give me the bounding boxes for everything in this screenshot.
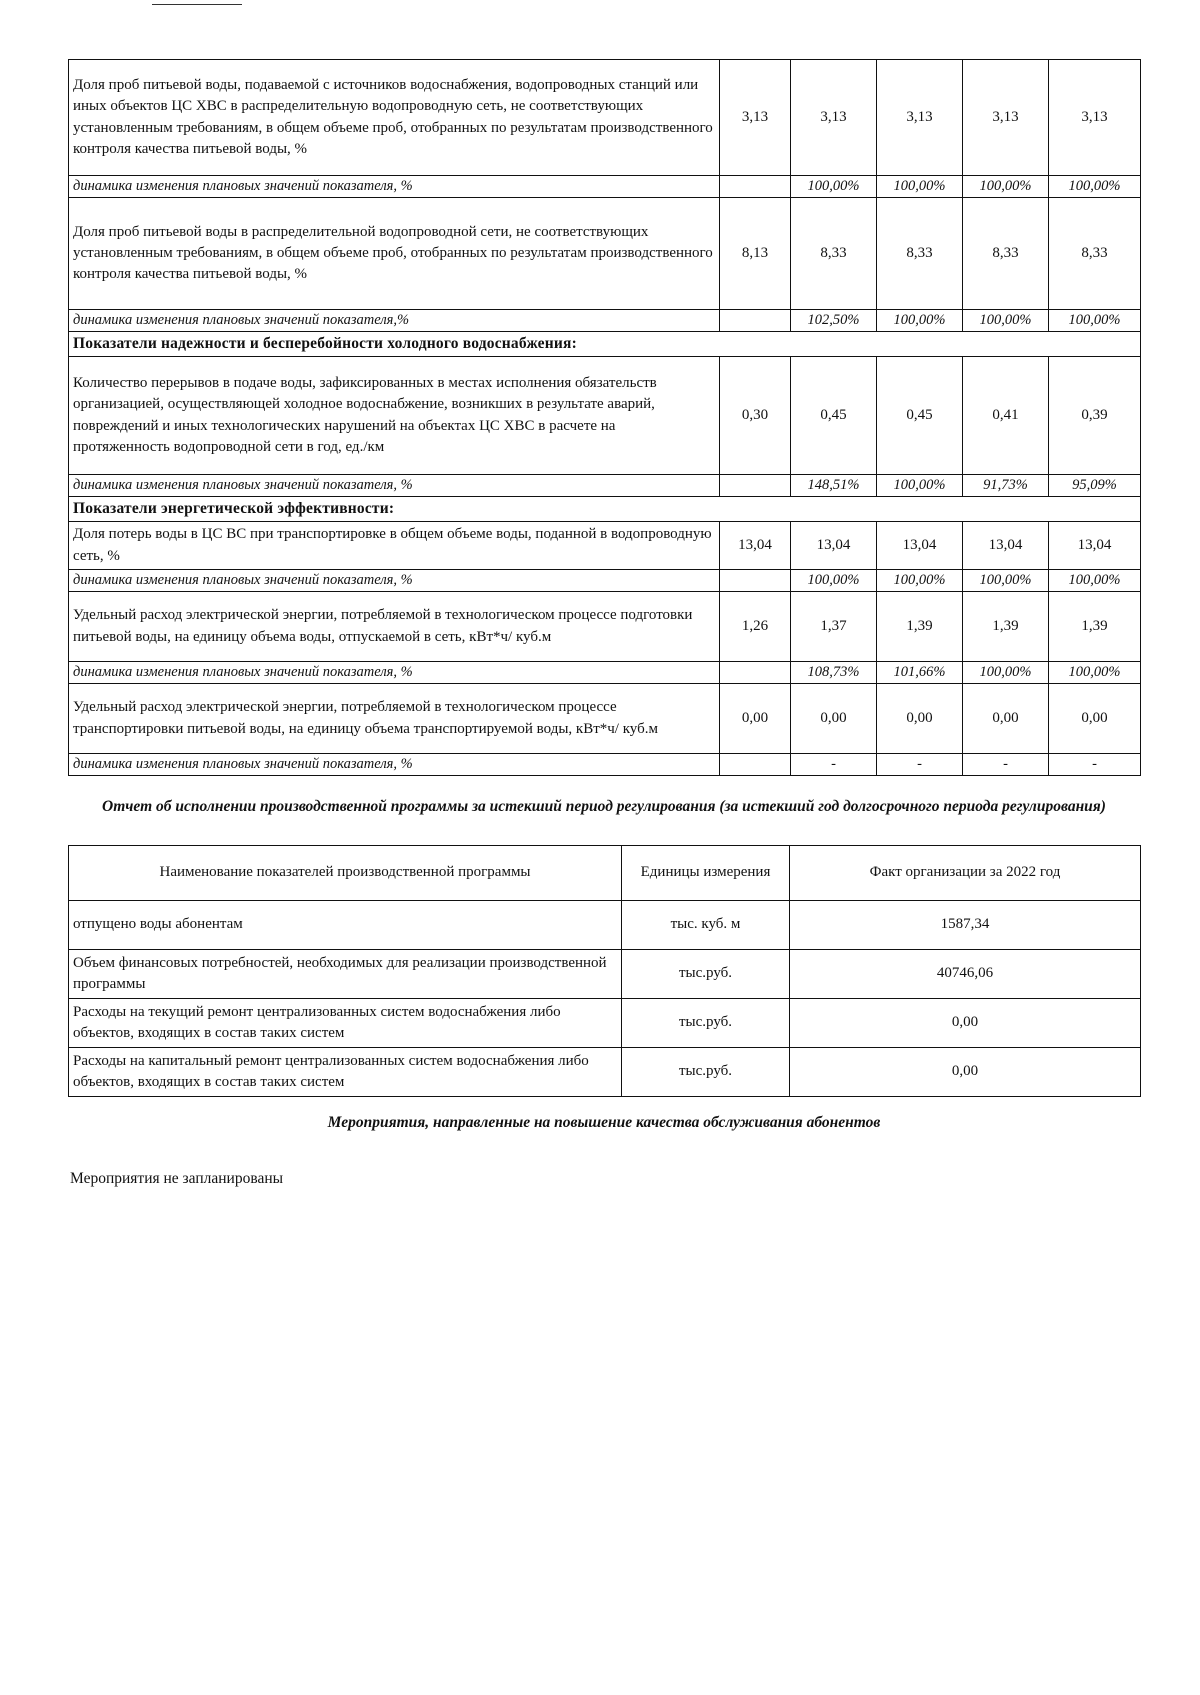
indicator-value: 0,00 (1049, 684, 1141, 754)
indicator-row (69, 357, 1141, 475)
dynamics-row (69, 310, 1141, 332)
report-row (69, 950, 1141, 999)
report-fact: 1587,34 (790, 901, 1141, 950)
indicator-value: 0,30 (720, 357, 791, 475)
indicator-value: 0,00 (963, 684, 1049, 754)
indicator-value: 0,00 (720, 684, 791, 754)
report-unit: тыс.руб. (622, 950, 790, 999)
dynamics-value (720, 662, 791, 684)
dynamics-value (720, 475, 791, 497)
indicator-value: 0,39 (1049, 357, 1141, 475)
indicator-label: Удельный расход электрической энергии, потребляемой в технологическом процессе транспортировки питьевой воды, на единицу объема транспортируемой воды, кВт*ч/ куб.м (69, 684, 720, 754)
dynamics-value: 95,09% (1049, 475, 1141, 497)
report-caption: Отчет об исполнении производственной программы за истекший период регулирования (за истекший год долгосрочного периода регулирования) (102, 798, 1106, 815)
indicator-value: 0,00 (791, 684, 877, 754)
report-fact: 0,00 (790, 999, 1141, 1048)
report-row (69, 1048, 1141, 1097)
indicator-label: Количество перерывов в подаче воды, зафиксированных в местах исполнения обязательств организацией, осуществляющей холодное водоснабжение, возникших в результате аварий, повреждений и иных технологических нарушений на объектах ЦС ХВС в расчете на протяженность водопроводной сети в год, ед./км (69, 357, 720, 475)
indicator-row (69, 592, 1141, 662)
indicator-value: 8,13 (720, 198, 791, 310)
indicator-value: 13,04 (720, 522, 791, 570)
indicator-row (69, 684, 1141, 754)
dynamics-value: - (877, 754, 963, 776)
dynamics-row (69, 570, 1141, 592)
indicator-value: 13,04 (791, 522, 877, 570)
indicator-label: Доля проб питьевой воды в распределительной водопроводной сети, не соответствующих установленным требованиям, в общем объеме проб, отобранных по результатам производственного контроля качества питьевой воды, % (69, 198, 720, 310)
dynamics-value: 100,00% (877, 475, 963, 497)
dynamics-value: 101,66% (877, 662, 963, 684)
dynamics-value: 100,00% (963, 662, 1049, 684)
dynamics-row (69, 662, 1141, 684)
dynamics-value (720, 754, 791, 776)
indicator-value: 3,13 (720, 60, 791, 176)
report-header-row (69, 846, 1141, 901)
report-fact: 40746,06 (790, 950, 1141, 999)
dynamics-value: 148,51% (791, 475, 877, 497)
dynamics-value: - (963, 754, 1049, 776)
dynamics-value: 102,50% (791, 310, 877, 332)
dynamics-row (69, 475, 1141, 497)
dynamics-value: 108,73% (791, 662, 877, 684)
report-row (69, 901, 1141, 950)
indicator-value: 8,33 (963, 198, 1049, 310)
dynamics-value: 100,00% (1049, 176, 1141, 198)
indicator-label: Удельный расход электрической энергии, потребляемой в технологическом процессе подготовки питьевой воды, на единицу объема воды, отпускаемой в сеть, кВт*ч/ куб.м (69, 592, 720, 662)
dynamics-value: 100,00% (1049, 570, 1141, 592)
section-heading: Показатели энергетической эффективности: (69, 497, 1141, 522)
dynamics-value (720, 310, 791, 332)
report-row (69, 999, 1141, 1048)
report-name: Расходы на капитальный ремонт централизованных систем водоснабжения либо объектов, входящих в состав таких систем (69, 1048, 622, 1097)
indicator-value: 3,13 (963, 60, 1049, 176)
section-heading: Показатели надежности и бесперебойности холодного водоснабжения: (69, 332, 1141, 357)
dynamics-value: 100,00% (1049, 310, 1141, 332)
report-name: Расходы на текущий ремонт централизованных систем водоснабжения либо объектов, входящих в состав таких систем (69, 999, 622, 1048)
indicator-value: 0,41 (963, 357, 1049, 475)
report-unit: тыс. куб. м (622, 901, 790, 950)
indicator-value: 1,39 (1049, 592, 1141, 662)
dynamics-value: 100,00% (963, 310, 1049, 332)
dynamics-value: 100,00% (877, 570, 963, 592)
section-heading-row (69, 332, 1141, 357)
indicator-value: 3,13 (877, 60, 963, 176)
indicator-value: 0,45 (791, 357, 877, 475)
dynamics-value (720, 570, 791, 592)
report-name: отпущено воды абонентам (69, 901, 622, 950)
header-unit: Единицы измерения (622, 846, 790, 901)
dynamics-value (720, 176, 791, 198)
dynamics-value: 91,73% (963, 475, 1049, 497)
report-unit: тыс.руб. (622, 999, 790, 1048)
dynamics-label: динамика изменения плановых значений показателя, % (69, 754, 720, 776)
indicator-value: 1,39 (963, 592, 1049, 662)
indicator-value: 1,39 (877, 592, 963, 662)
indicator-row (69, 198, 1141, 310)
indicator-value: 8,33 (1049, 198, 1141, 310)
dynamics-value: 100,00% (877, 176, 963, 198)
report-table (68, 845, 1141, 1097)
indicator-value: 1,37 (791, 592, 877, 662)
indicator-label: Доля потерь воды в ЦС ВС при транспортировке в общем объеме воды, поданной в водопроводную сеть, % (69, 522, 720, 570)
report-fact: 0,00 (790, 1048, 1141, 1097)
indicators-table (68, 59, 1141, 776)
indicator-label: Доля проб питьевой воды, подаваемой с источников водоснабжения, водопроводных станций или иных объектов ЦС ХВС в распределительную водопроводную сеть, не соответствующих установленным требованиям, в общем объеме проб, отобранных по результатам производственного контроля качества питьевой воды, % (69, 60, 720, 176)
dynamics-row (69, 176, 1141, 198)
measures-note: Мероприятия не запланированы (70, 1170, 284, 1187)
dynamics-label: динамика изменения плановых значений показателя, % (69, 475, 720, 497)
dynamics-row (69, 754, 1141, 776)
dynamics-value: - (791, 754, 877, 776)
indicator-value: 3,13 (1049, 60, 1141, 176)
indicator-value: 8,33 (791, 198, 877, 310)
dynamics-value: 100,00% (1049, 662, 1141, 684)
indicator-value: 13,04 (963, 522, 1049, 570)
dynamics-label: динамика изменения плановых значений показателя,% (69, 310, 720, 332)
dynamics-value: 100,00% (791, 570, 877, 592)
indicator-value: 13,04 (1049, 522, 1141, 570)
indicator-value: 0,45 (877, 357, 963, 475)
header-indicator-name: Наименование показателей производственной программы (69, 846, 622, 901)
dynamics-value: 100,00% (963, 176, 1049, 198)
dynamics-label: динамика изменения плановых значений показателя, % (69, 570, 720, 592)
indicator-row (69, 522, 1141, 570)
report-unit: тыс.руб. (622, 1048, 790, 1097)
measures-caption: Мероприятия, направленные на повышение качества обслуживания абонентов (327, 1114, 881, 1131)
indicator-value: 13,04 (877, 522, 963, 570)
dynamics-value: 100,00% (963, 570, 1049, 592)
indicator-value: 3,13 (791, 60, 877, 176)
report-name: Объем финансовых потребностей, необходимых для реализации производственной программы (69, 950, 622, 999)
indicator-value: 8,33 (877, 198, 963, 310)
dynamics-value: 100,00% (877, 310, 963, 332)
section-heading-row (69, 497, 1141, 522)
dynamics-label: динамика изменения плановых значений показателя, % (69, 176, 720, 198)
header-fact: Факт организации за 2022 год (790, 846, 1141, 901)
indicator-value: 0,00 (877, 684, 963, 754)
top-rule (152, 4, 242, 5)
indicator-row (69, 60, 1141, 176)
indicator-value: 1,26 (720, 592, 791, 662)
dynamics-label: динамика изменения плановых значений показателя, % (69, 662, 720, 684)
dynamics-value: - (1049, 754, 1141, 776)
dynamics-value: 100,00% (791, 176, 877, 198)
